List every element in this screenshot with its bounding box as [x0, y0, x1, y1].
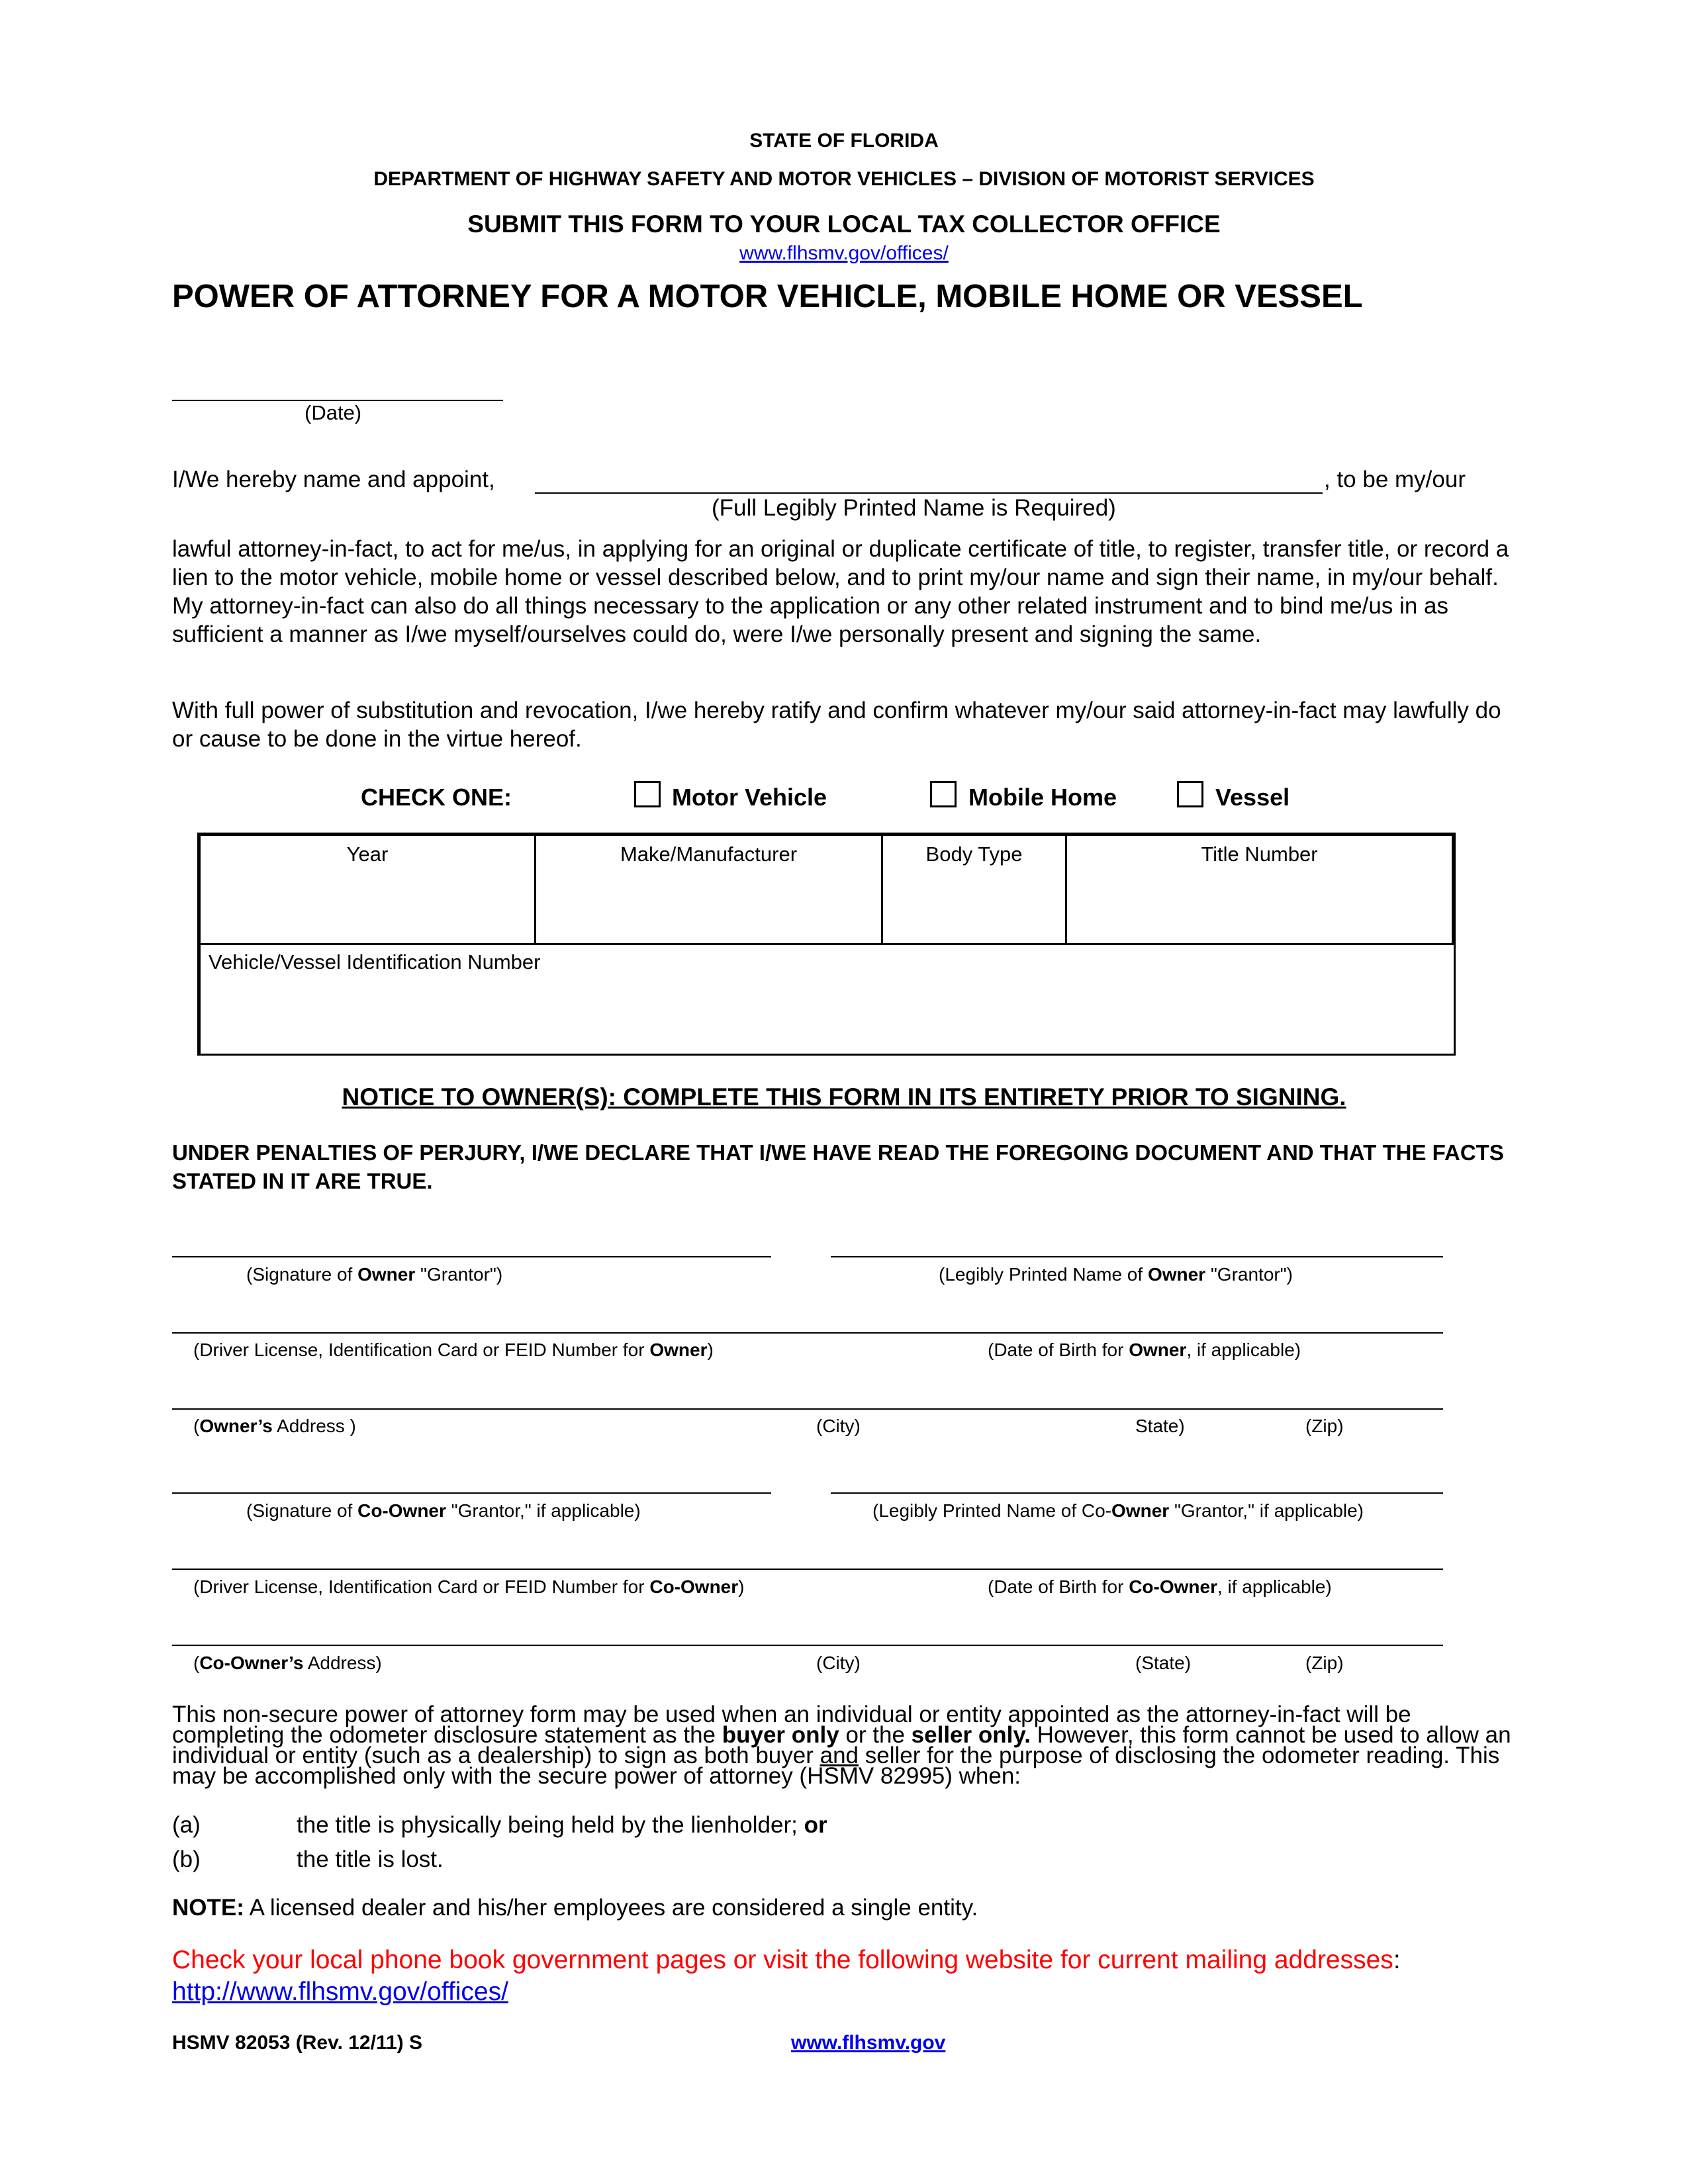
perjury-declaration: UNDER PENALTIES OF PERJURY, I/WE DECLARE THAT I/WE HAVE READ THE FOREGOING DOCUMENT AND THAT THE FACTS STATED IN IT ARE TRUE. — [172, 1140, 1504, 1193]
coowner-signature-label: (Signature of Co-Owner "Grantor," if applicable) — [246, 1500, 641, 1521]
mobile-home-checkbox[interactable] — [930, 781, 957, 807]
coowner-signature-line[interactable] — [172, 1492, 771, 1494]
body-type-header: Body Type — [925, 842, 1023, 866]
coowner-printed-name-label: (Legibly Printed Name of Co-Owner "Grantor," if applicable) — [872, 1500, 1364, 1521]
owner-id-dob-line[interactable] — [172, 1332, 1443, 1334]
owner-signature-line[interactable] — [172, 1256, 771, 1257]
year-header: Year — [346, 842, 389, 866]
notice-to-owner: NOTICE TO OWNER(S): COMPLETE THIS FORM IN ITS ENTIRETY PRIOR TO SIGNING. — [342, 1083, 1346, 1111]
coowner-printed-name-line[interactable] — [831, 1492, 1443, 1494]
vessel-label: Vessel — [1215, 784, 1290, 811]
owner-dob-label: (Date of Birth for Owner, if applicable) — [988, 1340, 1301, 1360]
submit-heading: SUBMIT THIS FORM TO YOUR LOCAL TAX COLLECTOR OFFICE — [467, 210, 1221, 238]
owner-address-line[interactable] — [172, 1408, 1443, 1410]
owner-address-label: (Owner’s Address ) — [193, 1416, 356, 1436]
condition-a-letter: (a) — [172, 1812, 201, 1838]
vin-label: Vehicle/Vessel Identification Number — [209, 950, 541, 974]
vin-cell[interactable] — [197, 943, 1456, 1056]
odometer-paragraph: This non-secure power of attorney form may be used when an individual or entity appointed as the attorney-in-fact will be completing the odometer disclosure statement as the buyer only or the seller only. However, this form cannot be used to allow an individual or entity (such as a dealership) to sign as both buyer and seller for the purpose of disclosing the odometer reading. This may be accomplished only with the secure power of attorney (HSMV 82995) when: — [172, 1702, 1511, 1789]
offices-link[interactable]: www.flhsmv.gov/offices/ — [739, 242, 949, 264]
owner-signature-label: (Signature of Owner "Grantor") — [246, 1264, 503, 1285]
coowner-dl-label: (Driver License, Identification Card or FEID Number for Co-Owner) — [193, 1576, 745, 1597]
owner-printed-name-label: (Legibly Printed Name of Owner "Grantor") — [939, 1264, 1293, 1285]
appoint-prefix: I/We hereby name and appoint, — [172, 467, 495, 492]
state-heading: STATE OF FLORIDA — [749, 130, 939, 152]
form-number: HSMV 82053 (Rev. 12/11) S — [172, 2032, 422, 2054]
make-header: Make/Manufacturer — [620, 842, 798, 866]
title-number-header: Title Number — [1201, 842, 1318, 866]
authority-paragraph: lawful attorney-in-fact, to act for me/us, in applying for an original or duplicate certificate of title, to register, transfer title, or record a lien to the motor vehicle, mobile home or vessel described below, and to print my/our name and sign their name, in my/our behalf. My attorney-in-fact can also do all things necessary to the application or any other related instrument and to bind me/us in as sufficient a manner as I/we myself/ourselves could do, were I/we personally present and signing the same. — [172, 536, 1509, 647]
department-heading: DEPARTMENT OF HIGHWAY SAFETY AND MOTOR VEHICLES – DIVISION OF MOTORIST SERVICES — [373, 168, 1315, 190]
check-local-text: Check your local phone book government pages or visit the following website for current mailing addresses: — [172, 1946, 1401, 1974]
motor-vehicle-label: Motor Vehicle — [672, 784, 827, 811]
check-one-label: CHECK ONE: — [361, 784, 512, 811]
date-label: (Date) — [305, 401, 362, 424]
form-title: POWER OF ATTORNEY FOR A MOTOR VEHICLE, MOBILE HOME OR VESSEL — [172, 279, 1363, 314]
appoint-suffix: , to be my/our — [1324, 467, 1466, 492]
attorney-name-label: (Full Legibly Printed Name is Required) — [712, 495, 1116, 521]
owner-dl-label: (Driver License, Identification Card or FEID Number for Owner) — [193, 1340, 714, 1360]
motor-vehicle-checkbox[interactable] — [634, 781, 661, 807]
coowner-dob-label: (Date of Birth for Co-Owner, if applicable) — [988, 1576, 1332, 1597]
offices-url-link[interactable]: http://www.flhsmv.gov/offices/ — [172, 1978, 508, 2006]
coowner-id-dob-line[interactable] — [172, 1569, 1443, 1570]
dealer-note: NOTE: A licensed dealer and his/her employees are considered a single entity. — [172, 1895, 978, 1921]
ratify-paragraph: With full power of substitution and revocation, I/we hereby ratify and confirm whatever my/our said attorney-in-fact may lawfully do or cause to be done in the virtue hereof. — [172, 698, 1501, 752]
condition-b-letter: (b) — [172, 1846, 201, 1872]
coowner-address-label: (Co-Owner’s Address) — [193, 1653, 382, 1673]
vessel-checkbox[interactable] — [1177, 781, 1203, 807]
owner-city-label: (City) — [816, 1416, 861, 1436]
attorney-name-line[interactable] — [535, 492, 1323, 494]
coowner-zip-label: (Zip) — [1305, 1653, 1344, 1673]
condition-a-text: the title is physically being held by the lienholder; or — [297, 1812, 827, 1838]
body-type-cell[interactable] — [881, 833, 1067, 945]
coowner-city-label: (City) — [816, 1653, 861, 1673]
coowner-state-label: (State) — [1135, 1653, 1192, 1673]
year-cell[interactable] — [197, 833, 536, 945]
footer-website-link[interactable]: www.flhsmv.gov — [791, 2032, 946, 2054]
make-cell[interactable] — [534, 833, 883, 945]
owner-state-label: State) — [1135, 1416, 1185, 1436]
title-number-cell[interactable] — [1065, 833, 1456, 945]
owner-printed-name-line[interactable] — [831, 1256, 1443, 1257]
owner-zip-label: (Zip) — [1305, 1416, 1344, 1436]
condition-b-text: the title is lost. — [297, 1846, 444, 1872]
coowner-address-line[interactable] — [172, 1645, 1443, 1646]
mobile-home-label: Mobile Home — [968, 784, 1117, 811]
